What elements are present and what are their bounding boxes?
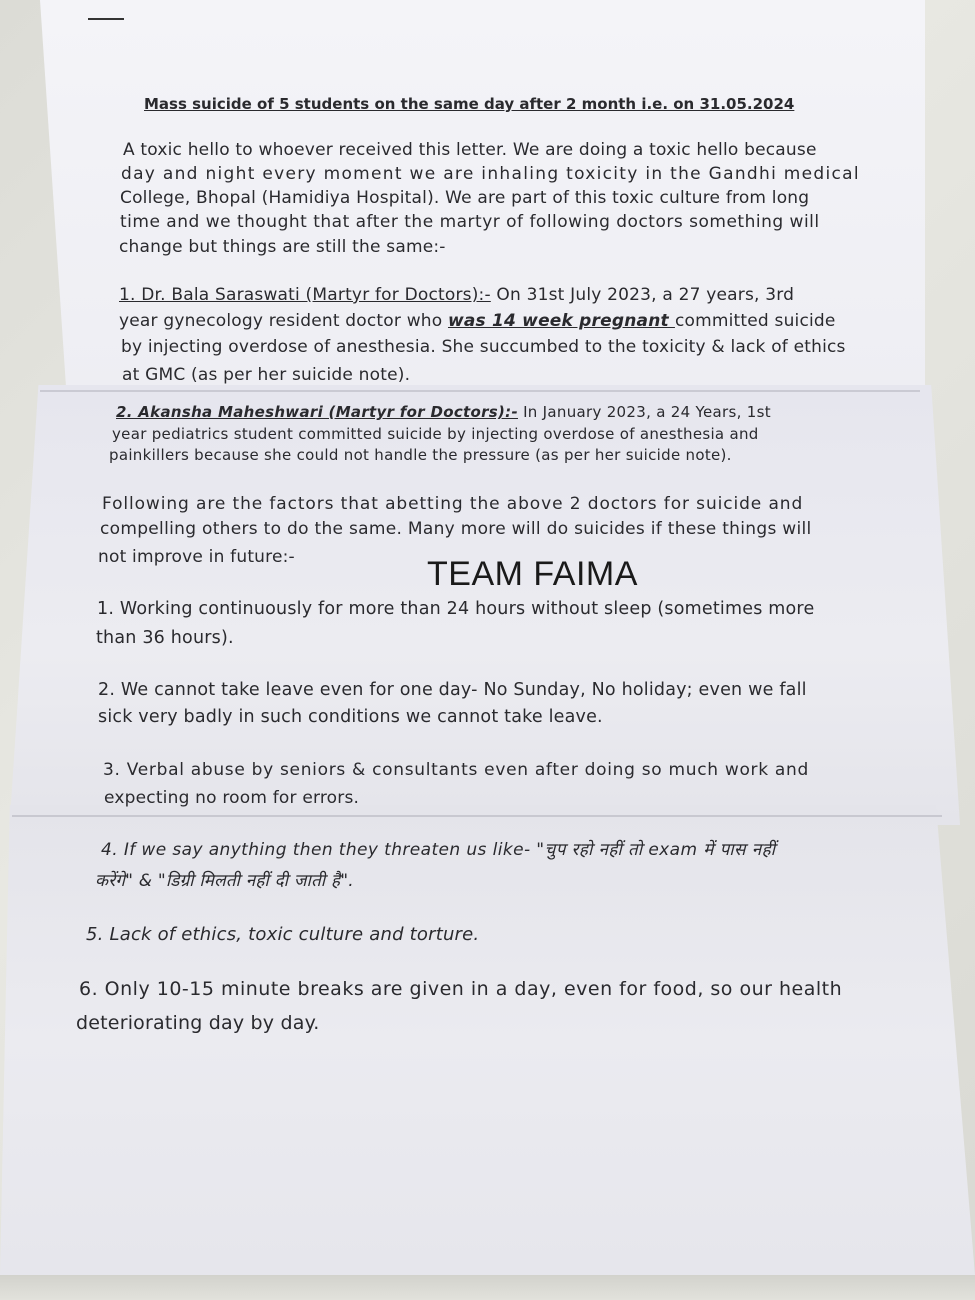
factors-intro-line: compelling others to do the same. Many more will do suicides if these things will bbox=[100, 519, 812, 539]
martyr1-line: year gynecology resident doctor who was 14 week pregnant committed suicide bbox=[119, 311, 836, 331]
intro-line: A toxic hello to whoever received this letter. We are doing a toxic hello because bbox=[123, 140, 817, 160]
intro-line: time and we thought that after the martyr of following doctors something will bbox=[120, 212, 820, 232]
intro-line: College, Bhopal (Hamidiya Hospital). We are part of this toxic culture from long bbox=[120, 188, 810, 208]
pregnant-emphasis: was 14 week pregnant bbox=[447, 311, 675, 331]
factor-line: 6. Only 10-15 minute breaks are given in a day, even for food, so our health bbox=[79, 978, 843, 1000]
martyr2-heading: 2. Akansha Maheshwari (Martyr for Doctors):- bbox=[116, 403, 518, 421]
fold-line bbox=[40, 390, 920, 392]
factors-intro-line: Following are the factors that abetting the above 2 doctors for suicide and bbox=[102, 494, 804, 514]
factor-line: 5. Lack of ethics, toxic culture and torture. bbox=[86, 924, 480, 945]
factors-intro-line: not improve in future:- bbox=[98, 547, 295, 567]
fold-line bbox=[12, 815, 942, 817]
factor-line: 4. If we say anything then they threaten us like- "चुप रहो नहीं तो exam में पास नहीं bbox=[101, 840, 776, 860]
martyr1-line: by injecting overdose of anesthesia. She succumbed to the toxicity & lack of ethics bbox=[121, 337, 846, 357]
factor-line: than 36 hours). bbox=[96, 628, 234, 648]
martyr2-line: 2. Akansha Maheshwari (Martyr for Doctors):- In January 2023, a 24 Years, 1st bbox=[116, 403, 771, 421]
martyr1-line: at GMC (as per her suicide note). bbox=[122, 365, 411, 385]
corner-mark bbox=[88, 18, 124, 20]
factor-line: करेंगे" & "डिग्री मिलती नहीं दी जाती है". bbox=[95, 871, 354, 891]
martyr2-line: painkillers because she could not handle the pressure (as per her suicide note). bbox=[109, 446, 732, 464]
martyr2-line: year pediatrics student committed suicide by injecting overdose of anesthesia and bbox=[112, 425, 759, 443]
factor-line: deteriorating day by day. bbox=[76, 1012, 320, 1034]
factor-line: 3. Verbal abuse by seniors & consultants even after doing so much work and bbox=[103, 760, 809, 780]
martyr1-heading: 1. Dr. Bala Saraswati (Martyr for Doctors):- bbox=[119, 285, 491, 305]
table-surface bbox=[0, 1275, 975, 1300]
letter-title: Mass suicide of 5 students on the same day after 2 month i.e. on 31.05.2024 bbox=[144, 95, 795, 113]
intro-line: change but things are still the same:- bbox=[119, 237, 446, 257]
team-faima-label: TEAM FAIMA bbox=[427, 555, 638, 593]
factor-line: expecting no room for errors. bbox=[104, 788, 360, 808]
factor-line: sick very badly in such conditions we cannot take leave. bbox=[98, 707, 603, 727]
intro-line: day and night every moment we are inhaling toxicity in the Gandhi medical bbox=[121, 164, 860, 184]
factor-line: 1. Working continuously for more than 24 hours without sleep (sometimes more bbox=[97, 599, 815, 619]
factor-line: 2. We cannot take leave even for one day- No Sunday, No holiday; even we fall bbox=[98, 680, 807, 700]
martyr1-line: 1. Dr. Bala Saraswati (Martyr for Doctors):- On 31st July 2023, a 27 years, 3rd bbox=[119, 285, 795, 305]
